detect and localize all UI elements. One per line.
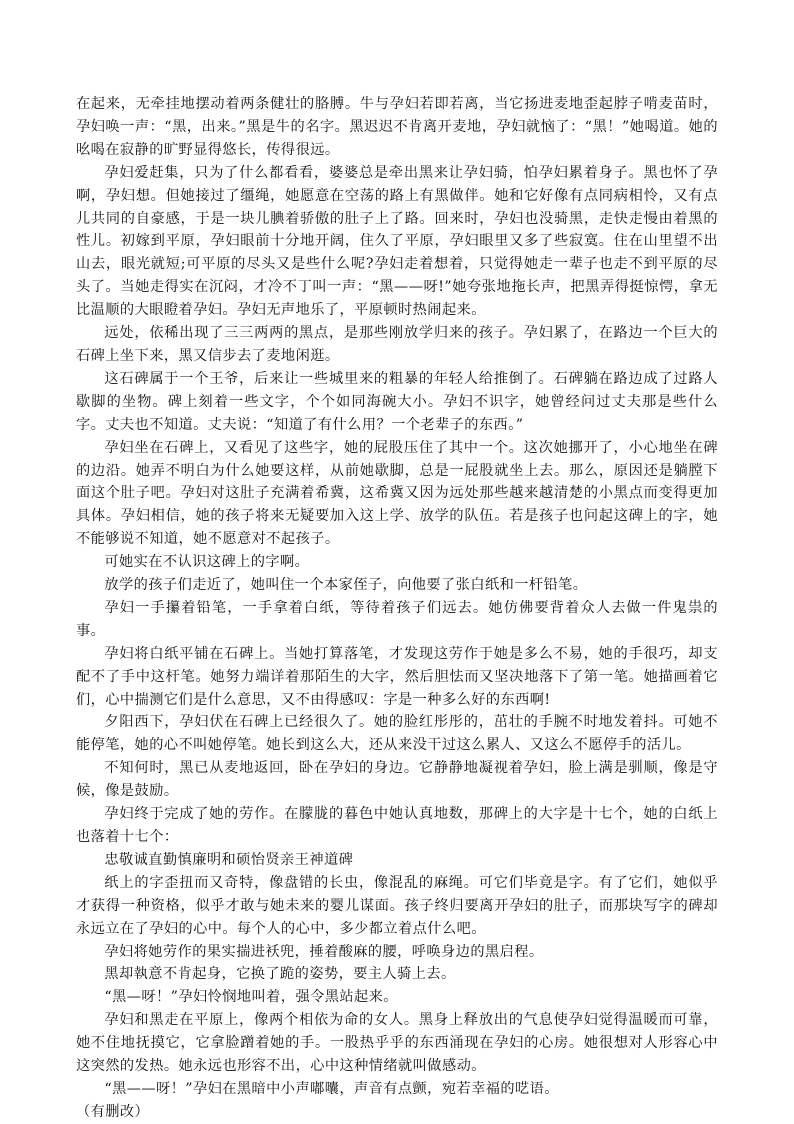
paragraph: “黑——呀！”孕妇在黑暗中小声嘟囔，声音有点颤，宛若幸福的呓语。 [104, 1080, 559, 1097]
paragraph: 孕妇一手攥着铅笔，一手拿着白纸，等待着孩子们远去。她仿佛要背着众人去做一件鬼祟的事。 [76, 599, 718, 639]
paragraph: 孕妇爱赶集，只为了什么都看看，婆婆总是牵出黑来让孕妇骑，怕孕妇累着身子。黑也怀了孕啊，孕妇想。但她接过了缰绳，她愿意在空荡的路上有黑做伴。她和它好像有点同病相怜，又有点儿共同的自豪感，于是一块儿腆着骄傲的肚子上了路。回来时，孕妇也没骑黑，走快走慢由着黑的性儿。初嫁到平原，孕妇眼前十分地开阔，住久了平原，孕妇眼里又多了些寂寞。住在山里望不出山去，眼光就短;可平原的尽头又是些什么呢?孕妇走着想着，只觉得她走一辈子也走不到平原的尽头了。当她走得实在沉闷，才冷不丁叫一声：“黑——呀!”她夸张地拖长声，把黑弄得挺惊愕，拿无比温顺的大眼瞪着孕妇。孕妇无声地乐了，平原顿时热闹起来。 [76, 164, 718, 319]
paragraph: 不知何时，黑已从麦地返回，卧在孕妇的身边。它静静地凝视着孕妇，脸上满是驯顺，像是守候，像是鼓励。 [76, 760, 718, 800]
paragraph: 孕妇和黑走在平原上，像两个相依为命的女人。黑身上释放出的气息使孕妇觉得温暖而可靠，她不住地抚摸它，它拿脸蹭着她的手。一股热乎乎的东西涌现在孕妇的心房。她很想对人形容心中这突然的发热。她永远也形容不出，心中这种情绪就叫做感动。 [76, 1012, 718, 1075]
paragraph: 孕妇终于完成了她的劳作。在朦胧的暮色中她认真地数，那碑上的大字是十七个，她的白纸上也落着十七个： [76, 806, 718, 845]
paragraph: 这石碑属于一个王爷，后来让一些城里来的粗暴的年轻人给推倒了。石碑躺在路边成了过路人歇脚的坐物。碑上刻着一些文字，个个如同海碗大小。孕妇不识字，她曾经问过丈夫那是些什么字。丈夫也不知道。丈夫说：“知道了有什么用？一个老辈子的东西。” [76, 370, 718, 433]
paragraph: 孕妇将她劳作的果实揣进袄兜，捶着酸麻的腰，呼唤身边的黑启程。 [104, 943, 544, 960]
paragraph: 孕妇坐在石碑上，又看见了这些字，她的屁股压住了其中一个。这次她挪开了，小心地坐在碑的边沿。她弄不明白为什么她要这样，从前她歇脚，总是一屁股就坐上去。那么，原因还是躺膛下面这个肚子吧。孕妇对这肚子充满着希冀，这希冀又因为远处那些越来越清楚的小黑点而变得更加具体。孕妇相信，她的孩子将来无疑要加入这上学、放学的队伍。若是孩子也问起这碑上的字，她不能够说不知道，她不愿意对不起孩子。 [76, 439, 718, 548]
paragraph: “黑—呀！”孕妇怜悯地叫着，强令黑站起来。 [104, 989, 398, 1006]
paragraph: 纸上的字歪扭而又奇特，像盘错的长虫，像混乱的麻绳。可它们毕竟是字。有了它们，她似乎才获得一种资格，似乎才敢与她未来的婴儿谋面。孩子终归要离开孕妇的肚子，而那块写字的碑却永远立在了孕妇的心中。每个人的心中，多少都立着点什么吧。 [76, 874, 718, 937]
paragraph: 夕阳西下，孕妇伏在石碑上已经很久了。她的脸红彤彤的，茁壮的手腕不时地发着抖。可她不能停笔，她的心不叫她停笔。她长到这么大，还从来没干过这么累人、又这么不愿停手的活儿。 [76, 714, 718, 754]
paragraph: 孕妇将白纸平铺在石碑上。当她打算落笔，才发现这劳作于她是多么不易，她的手很巧，却支配不了手中这杆笔。她努力端详着那陌生的大字，然后胆怯而又坚决地落下了第一笔。她描画着它们，心中揣测它们是什么意思，又不由得感叹：字是一种多么好的东西啊! [76, 645, 718, 708]
paragraph: 在起来，无牵挂地摆动着两条健壮的胳膊。牛与孕妇若即若离，当它扬进麦地歪起脖子啃麦苗时，孕妇唤一声：“黑，出来。”黑是牛的名字。黑迟迟不肯离开麦地，孕妇就恼了：“黑！”她喝道。她的吆喝在寂静的旷野显得悠长，传得很远。 [76, 96, 718, 158]
edit-note: （有删改） [76, 1103, 150, 1120]
paragraph: 远处，依稀出现了三三两两的黑点，是那些刚放学归来的孩子。孕妇累了，在路边一个巨大的石碑上坐下来，黑又信步去了麦地闲逛。 [76, 325, 718, 364]
paragraph: 放学的孩子们走近了，她叫住一个本家侄子，向他要了张白纸和一杆铅笔。 [104, 577, 588, 594]
paragraph: 黑却執意不肯起身，它换了跪的姿势，要主人骑上去。 [104, 966, 456, 983]
paragraph: 可她实在不认识这碑上的字啊。 [104, 554, 310, 571]
stele-inscription: 忠敬诚直勤慎廉明和硕怡贤亲王神道碑 [104, 851, 354, 868]
